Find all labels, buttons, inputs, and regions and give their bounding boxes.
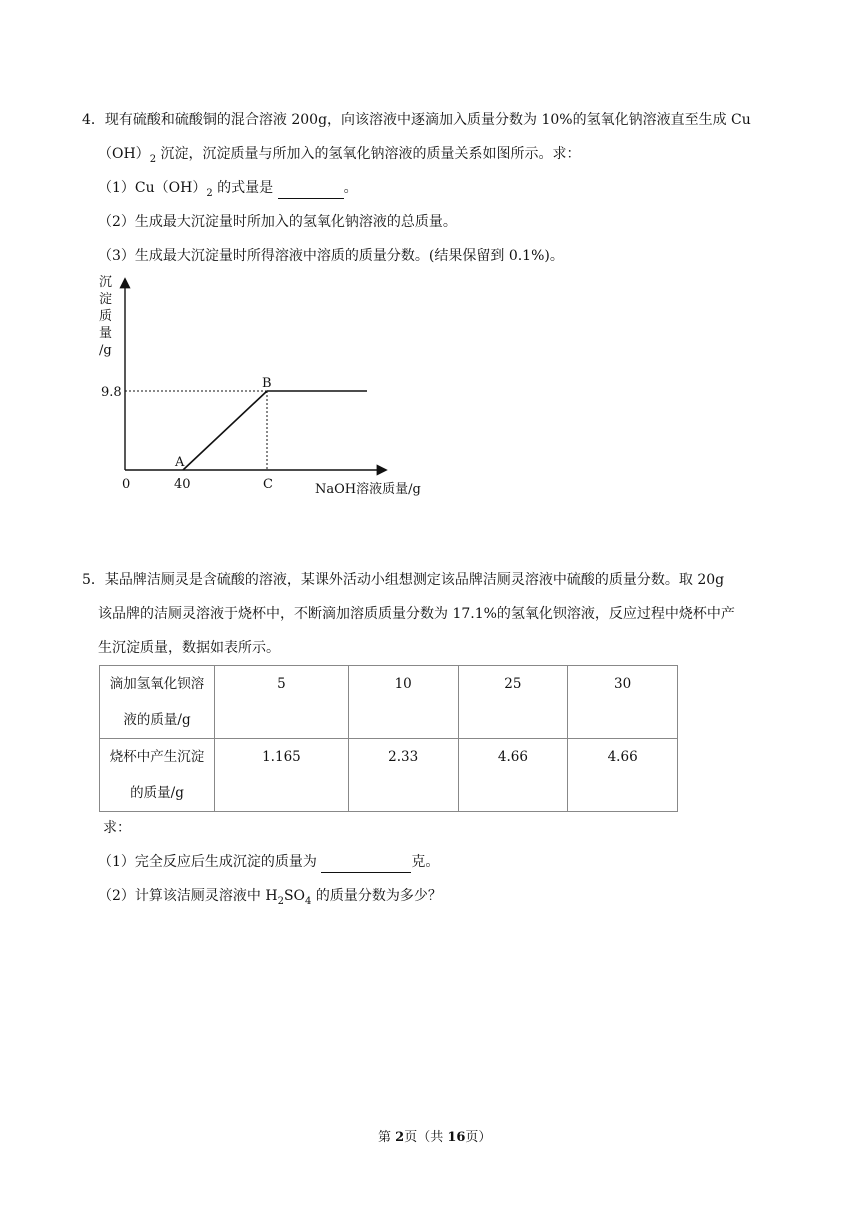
q5-sub-1-end: 克。 <box>411 854 440 870</box>
q5-sub-2-b: SO <box>283 888 306 904</box>
q5-line-1: 5．某品牌洁厕灵是含硫酸的溶液，某课外活动小组想测定该品牌洁厕灵溶液中硫酸的质量分数。取 20g <box>82 572 725 588</box>
q5-line-2: 该品牌的洁厕灵溶液于烧杯中，不断滴加溶质质量分数为 17.1%的氢氧化钡溶液，反应过程中烧杯中产 <box>98 606 735 622</box>
q4-sub-3: （3）生成最大沉淀量时所得溶液中溶质的质量分数。(结果保留到 0.1%)。 <box>98 248 564 264</box>
footer-total: 16 <box>447 1130 466 1145</box>
table-cell: 4.66 <box>568 739 678 812</box>
q5-ask: 求： <box>103 820 131 836</box>
y-label-0: 沉 <box>99 275 113 290</box>
q5-sub-2 <box>98 886 442 906</box>
point-label-a: A <box>175 455 185 470</box>
table-cell: 4.66 <box>458 739 568 812</box>
q5-sub-1-a: （1）完全反应后生成沉淀的质量为 <box>98 854 322 870</box>
precipitate-chart <box>95 268 455 503</box>
table-cell: 5 <box>215 666 349 739</box>
table-cell: 30 <box>568 666 678 739</box>
q4-sub-1 <box>98 178 358 198</box>
footer-b: 页（共 <box>404 1130 448 1145</box>
q4-line-2-a: （OH） <box>98 146 150 162</box>
table-cell: 2.33 <box>348 739 458 812</box>
row1-header <box>100 666 215 739</box>
q4-sub-1-sub: 2 <box>206 187 213 199</box>
row1-header-b: 液的质量/g <box>123 712 191 728</box>
y-tick-9-8: 9.8 <box>101 385 122 400</box>
point-label-b: B <box>262 376 272 391</box>
q5-sub-2-s1: 2 <box>277 895 284 907</box>
answer-blank[interactable] <box>321 852 411 873</box>
table-row <box>100 666 678 739</box>
footer-a: 第 <box>378 1130 396 1145</box>
y-label-1: 淀 <box>99 292 113 307</box>
table-cell: 10 <box>348 666 458 739</box>
q4-sub-2: （2）生成最大沉淀量时所加入的氢氧化钠溶液的总质量。 <box>98 214 457 230</box>
q4-line-2-b: 沉淀，沉淀质量与所加入的氢氧化钠溶液的质量关系如图所示。求： <box>156 146 581 162</box>
q5-sub-2-c: 的质量分数为多少？ <box>311 888 442 904</box>
rising-segment <box>183 391 267 470</box>
row1-header-a: 滴加氢氧化钡溶 <box>109 676 205 692</box>
y-label-2: 质 <box>99 309 113 324</box>
q5-line-3: 生沉淀质量，数据如表所示。 <box>98 640 280 656</box>
table-cell: 25 <box>458 666 568 739</box>
y-label-4: /g <box>99 343 112 358</box>
page-footer <box>378 1128 491 1148</box>
q5-sub-2-s2: 4 <box>305 895 312 907</box>
x-axis-label: NaOH溶液质量/g <box>315 482 421 497</box>
q4-sub-1-a: （1）Cu（OH） <box>98 180 207 196</box>
q4-sub-1-end: 。 <box>343 180 358 196</box>
answer-blank[interactable] <box>278 178 344 199</box>
origin-label: 0 <box>122 477 131 492</box>
q4-line-1: 4．现有硫酸和硫酸铜的混合溶液 200g，向该溶液中逐滴加入质量分数为 10%的氢氧化钠溶液直至生成 Cu <box>82 112 751 128</box>
x-tick-c: C <box>263 477 273 492</box>
q4-sub-1-b: 的式量是 <box>212 180 278 196</box>
y-label-3: 量 <box>99 326 113 341</box>
row2-header-a: 烧杯中产生沉淀 <box>109 749 205 765</box>
data-table <box>99 665 678 812</box>
row2-header <box>100 739 215 812</box>
q5-sub-1 <box>98 852 439 872</box>
footer-page: 2 <box>395 1130 405 1145</box>
table-row <box>100 739 678 812</box>
table-cell: 1.165 <box>215 739 349 812</box>
q4-line-2 <box>98 144 581 164</box>
q4-line-2-sub: 2 <box>149 153 157 165</box>
row2-header-b: 的质量/g <box>130 785 184 801</box>
x-tick-40: 40 <box>174 477 191 492</box>
footer-c: 页） <box>465 1130 492 1145</box>
q5-sub-2-a: （2）计算该洁厕灵溶液中 H <box>98 888 278 904</box>
